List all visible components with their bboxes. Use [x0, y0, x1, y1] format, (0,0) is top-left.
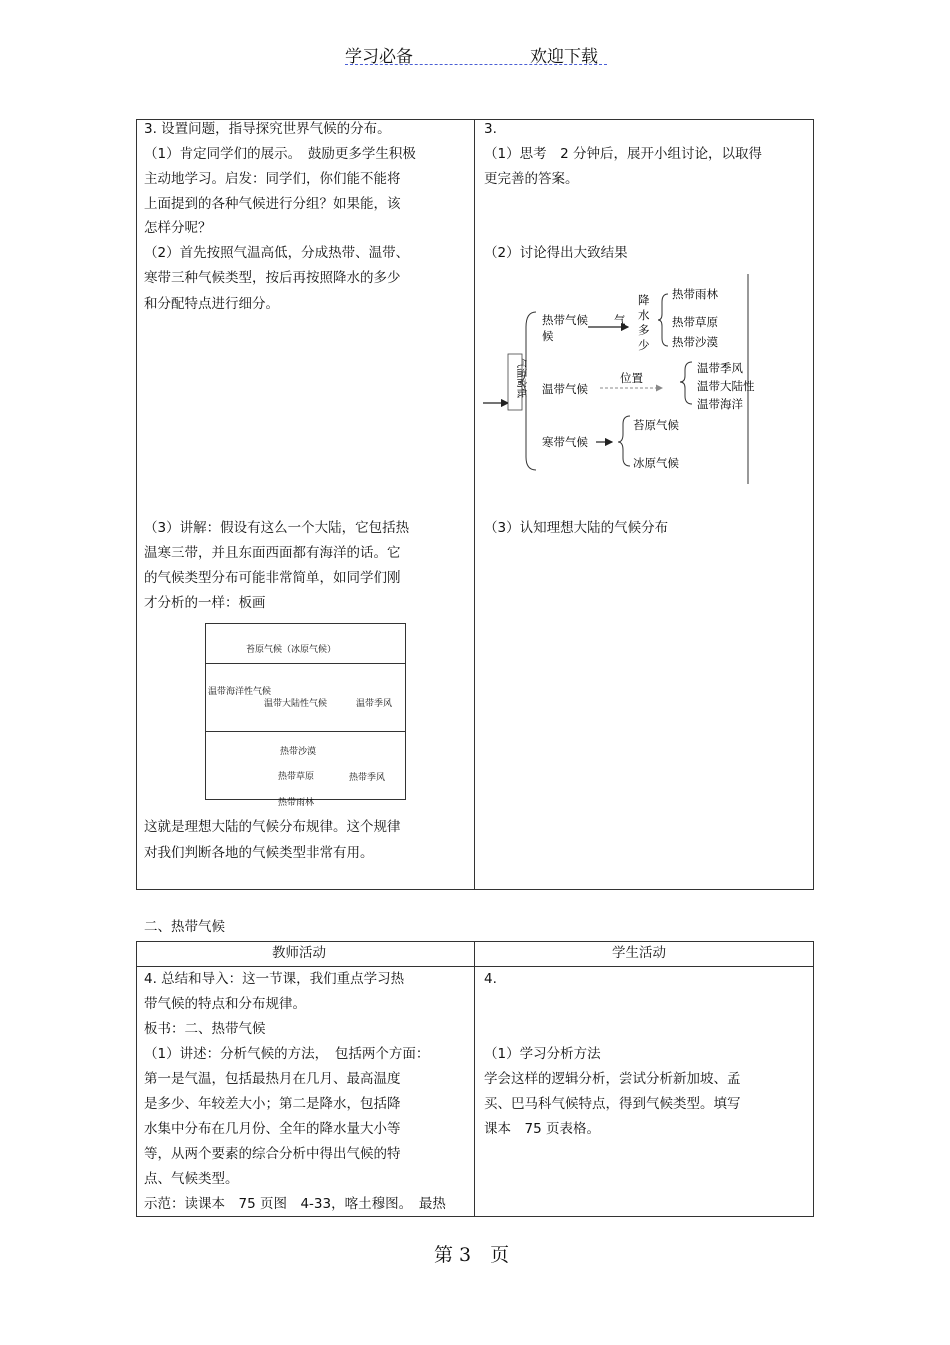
- teacher-line-2: 带气候的特点和分布规律。: [144, 996, 306, 1012]
- step3-title: 3. 设置问题，指导探究世界气候的分布。: [144, 121, 391, 137]
- zone-divider-2: [205, 731, 406, 732]
- section2-title: 二、热带气候: [144, 919, 225, 935]
- tropical-type-1: 热带雨林: [672, 287, 718, 301]
- tropical-brace: [658, 294, 668, 346]
- student-step3-2: （2）讨论得出大致结果: [484, 245, 628, 261]
- zone-frigid-label: 苔原气候（冰原气候）: [246, 645, 337, 655]
- zone-divider-1: [205, 663, 406, 664]
- table-top-divider: [474, 119, 475, 890]
- conclusion-line1: 这就是理想大陆的气候分布规律。这个规律: [144, 819, 401, 835]
- root-label: 气温高低: [515, 358, 526, 398]
- temperate-type-1: 温带季风: [697, 361, 743, 375]
- tropical-tail: 候: [542, 329, 554, 343]
- temperate-brace: [680, 362, 692, 404]
- zone-tropical-monsoon-label: 热带季风: [349, 773, 386, 783]
- step3-1-line4: 怎样分呢？: [144, 220, 212, 236]
- table-bottom-divider: [474, 941, 475, 1217]
- conclusion-line2: 对我们判断各地的气候类型非常有用。: [144, 845, 374, 861]
- student-line-3: 买、巴马科气候特点，得到气候类型。填写: [484, 1096, 741, 1112]
- step3-3-line4: 才分析的一样：板画: [144, 595, 266, 611]
- student-step3-1-line2: 更完善的答案。: [484, 171, 579, 187]
- temperate-type-3: 温带海洋: [697, 397, 743, 411]
- tropical-type-2: 热带草原: [672, 315, 718, 329]
- student-step3-3: （3）认知理想大陆的气候分布: [484, 520, 669, 536]
- step3-3-line3: 的气候类型分布可能非常简单，如同学们刚: [144, 570, 401, 586]
- teacher-line-9: 点、气候类型。: [144, 1171, 239, 1187]
- teacher-line-7: 水集中分布在几月份、全年的降水量大小等: [144, 1121, 401, 1137]
- zone-temperate-continental-label: 温带大陆性气候: [264, 699, 328, 709]
- zone-temperate-ocean-label: 温带海洋性气候: [208, 687, 272, 697]
- header-left: 学习必备: [345, 47, 413, 67]
- step3-1-line1: （1）肯定同学们的展示。 鼓励更多学生积极: [144, 146, 416, 162]
- precip-3: 多: [638, 323, 650, 337]
- precip-4: 少: [638, 338, 650, 352]
- step3-2-line1: （2）首先按照气温高低，分成热带、温带、: [144, 245, 410, 261]
- student-step4-number: 4.: [484, 971, 497, 987]
- student-line-1: （1）学习分析方法: [484, 1046, 601, 1062]
- zone-temperate-monsoon-label: 温带季风: [356, 699, 393, 709]
- precip-1: 降: [638, 293, 650, 307]
- step3-2-line3: 和分配特点进行细分。: [144, 296, 279, 312]
- frigid-label: 寒带气候: [542, 435, 588, 449]
- teacher-line-8: 等，从两个要素的综合分析中得出气候的特: [144, 1146, 401, 1162]
- zone-tropical-desert-label: 热带沙漠: [280, 747, 317, 757]
- student-step3-1-line1: （1）思考 2 分钟后，展开小组讨论，以取得: [484, 146, 762, 162]
- student-line-2: 学会这样的逻辑分析，尝试分析新加坡、孟: [484, 1071, 741, 1087]
- step3-2-line2: 寒带三种气候类型，按后再按照降水的多少: [144, 270, 401, 286]
- teacher-line-10: 示范：读课本 75 页图 4-33，喀土穆图。 最热: [144, 1196, 446, 1212]
- step3-1-line2: 主动地学习。启发：同学们，你们能不能将: [144, 171, 401, 187]
- frigid-brace: [618, 416, 630, 466]
- step3-1-line3: 上面提到的各种气候进行分组？如果能，该: [144, 196, 401, 212]
- col-teacher-header: 教师活动: [272, 945, 326, 961]
- header-right: 欢迎下载: [530, 47, 598, 67]
- teacher-line-4: （1）讲述：分析气候的方法， 包括两个方面：: [144, 1046, 430, 1062]
- teacher-line-3: 板书：二、热带气候: [144, 1021, 266, 1037]
- col-student-header: 学生活动: [612, 945, 666, 961]
- step3-3-line2: 温寒三带，并且东面西面都有海洋的话。它: [144, 545, 401, 561]
- header-divider: [345, 64, 607, 65]
- precip-2: 水: [638, 308, 650, 322]
- tropical-type-3: 热带沙漠: [672, 335, 718, 349]
- temperate-type-2: 温带大陆性: [697, 379, 755, 393]
- zone-tropical-savanna-label: 热带草原: [278, 772, 315, 782]
- temperate-label: 温带气候: [542, 382, 588, 396]
- teacher-line-1: 4. 总结和导入：这一节课，我们重点学习热: [144, 971, 405, 987]
- zone-tropical-rainforest-label: 热带雨林: [278, 798, 315, 808]
- teacher-line-5: 第一是气温，包括最热月在几月、最高温度: [144, 1071, 401, 1087]
- climate-classification-diagram: [480, 272, 770, 487]
- frigid-type-2: 冰原气候: [633, 456, 679, 470]
- page-number: 第 3 页: [434, 1244, 510, 1266]
- tropical-label: 热带气候: [542, 313, 588, 327]
- step3-3-line1: （3）讲解：假设有这么一个大陆，它包括热: [144, 520, 410, 536]
- position-label: 位置: [620, 371, 643, 385]
- frigid-type-1: 苔原气候: [633, 418, 679, 432]
- student-step3-number: 3.: [484, 121, 497, 137]
- tropical-mark: 气: [614, 313, 626, 327]
- teacher-line-6: 是多少、年较差大小；第二是降水，包括降: [144, 1096, 401, 1112]
- student-line-4: 课本 75 页表格。: [484, 1121, 600, 1137]
